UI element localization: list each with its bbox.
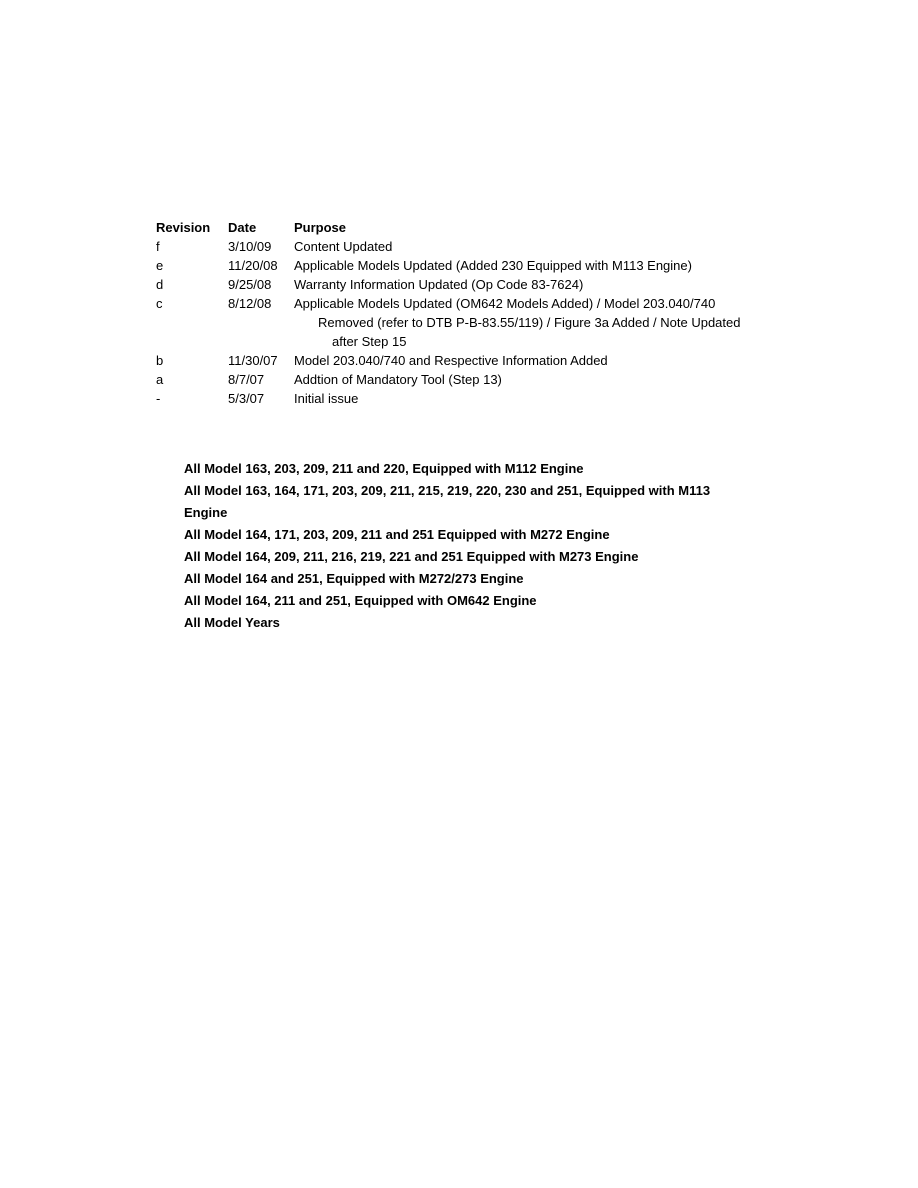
- revision-cell: e: [156, 258, 164, 273]
- applicable-model-line: All Model 164, 209, 211, 216, 219, 221 and 251 Equipped with M273 Engine: [184, 549, 639, 564]
- purpose-cell: Model 203.040/740 and Respective Information Added: [294, 353, 608, 368]
- revision-cell: a: [156, 372, 164, 387]
- purpose-cell: Applicable Models Updated (Added 230 Equipped with M113 Engine): [294, 258, 692, 273]
- revision-column-header: Revision: [156, 220, 211, 235]
- purpose-line: Applicable Models Updated (OM642 Models Added) / Model 203.040/740: [294, 296, 716, 311]
- date-cell: 11/20/08: [228, 258, 278, 273]
- date-cell: 8/12/08: [228, 296, 272, 311]
- date-cell: 11/30/07: [228, 353, 278, 368]
- revision-history-table: [156, 218, 776, 408]
- revision-cell: f: [156, 239, 160, 254]
- applicable-model-line: All Model 164, 211 and 251, Equipped with OM642 Engine: [184, 593, 537, 608]
- purpose-cell: Content Updated: [294, 239, 393, 254]
- table-row: [156, 294, 776, 351]
- applicable-model-line: All Model 163, 203, 209, 211 and 220, Equipped with M112 Engine: [184, 461, 584, 476]
- purpose-cell: [294, 294, 776, 351]
- applicable-model-line: All Model 163, 164, 171, 203, 209, 211, 215, 219, 220, 230 and 251, Equipped with M113: [184, 483, 711, 498]
- date-cell: 5/3/07: [228, 391, 265, 406]
- applicable-model-line: Engine: [184, 505, 228, 520]
- applicable-model-line: All Model 164, 171, 203, 209, 211 and 251 Equipped with M272 Engine: [184, 527, 610, 542]
- date-cell: 8/7/07: [228, 372, 265, 387]
- revision-cell: b: [156, 353, 164, 368]
- revision-cell: d: [156, 277, 164, 292]
- revision-table-header: [156, 218, 776, 237]
- table-row: [156, 256, 776, 275]
- purpose-cell: Initial issue: [294, 391, 359, 406]
- table-row: [156, 275, 776, 294]
- table-row: [156, 389, 776, 408]
- table-row: [156, 351, 776, 370]
- purpose-column-header: Purpose: [294, 220, 347, 235]
- applicable-model-line: All Model Years: [184, 615, 280, 630]
- table-row: [156, 237, 776, 256]
- applicable-model-line: All Model 164 and 251, Equipped with M272/273 Engine: [184, 571, 524, 586]
- purpose-cell: Addtion of Mandatory Tool (Step 13): [294, 372, 502, 387]
- date-cell: 3/10/09: [228, 239, 272, 254]
- date-cell: 9/25/08: [228, 277, 272, 292]
- revision-cell: -: [156, 391, 161, 406]
- date-column-header: Date: [228, 220, 257, 235]
- purpose-cell: Warranty Information Updated (Op Code 83-7624): [294, 277, 584, 292]
- applicable-models-list: [184, 458, 764, 634]
- table-row: [156, 370, 776, 389]
- purpose-line: after Step 15: [332, 334, 407, 349]
- purpose-line: Removed (refer to DTB P-B-83.55/119) / Figure 3a Added / Note Updated: [318, 315, 741, 330]
- revision-cell: c: [156, 296, 163, 311]
